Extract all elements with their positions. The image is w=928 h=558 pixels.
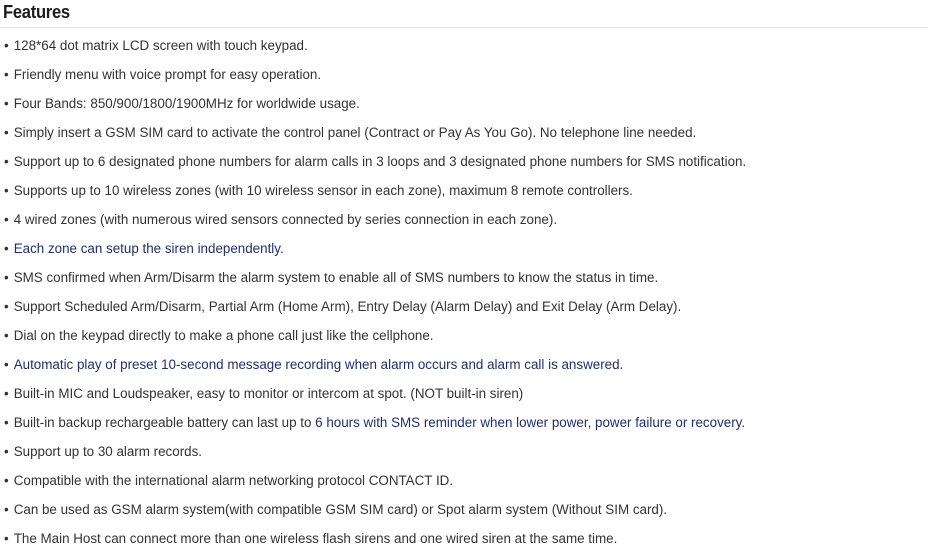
feature-item (4, 152, 746, 181)
bullet-icon: • (4, 473, 9, 488)
bullet-icon: • (4, 444, 9, 459)
feature-text: Built-in backup rechargeable battery can last up to (13, 415, 316, 430)
bullet-icon: • (4, 328, 9, 343)
bullet-icon: • (4, 212, 9, 227)
feature-item (4, 355, 746, 384)
feature-item (4, 181, 746, 210)
feature-text: 128*64 dot matrix LCD screen with touch keypad. (13, 38, 308, 53)
feature-text: Support up to 30 alarm records. (13, 444, 203, 459)
bullet-icon: • (4, 502, 9, 517)
feature-text-highlight: Automatic play of preset 10-second message recording when alarm occurs and alarm call is answered. (13, 357, 624, 372)
feature-text: The Main Host can connect more than one wireless flash sirens and one wired siren at the same time. (13, 531, 618, 546)
feature-text: Supports up to 10 wireless zones (with 10 wireless sensor in each zone), maximum 8 remote controllers. (13, 183, 633, 198)
feature-item (4, 326, 746, 355)
bullet-icon: • (4, 154, 9, 169)
bullet-icon: • (4, 270, 9, 285)
feature-text: Friendly menu with voice prompt for easy operation. (13, 67, 322, 82)
feature-item (4, 239, 746, 268)
bullet-icon: • (4, 67, 9, 82)
feature-text: Dial on the keypad directly to make a phone call just like the cellphone. (13, 328, 434, 343)
bullet-icon: • (4, 531, 9, 546)
feature-item (4, 210, 746, 239)
feature-item (4, 442, 746, 471)
feature-text-highlight: 6 hours with SMS reminder when lower power, power failure or recovery. (315, 415, 746, 430)
features-list (4, 36, 746, 558)
bullet-icon: • (4, 386, 9, 401)
bullet-icon: • (4, 183, 9, 198)
bullet-icon: • (4, 415, 9, 430)
feature-text: SMS confirmed when Arm/Disarm the alarm system to enable all of SMS numbers to know the status in time. (13, 270, 659, 285)
feature-item (4, 36, 746, 65)
bullet-icon: • (4, 241, 9, 256)
feature-text: Compatible with the international alarm networking protocol CONTACT ID. (13, 473, 454, 488)
heading-divider (0, 27, 928, 28)
feature-text: 4 wired zones (with numerous wired sensors connected by series connection in each zone). (13, 212, 558, 227)
feature-text: Can be used as GSM alarm system(with compatible GSM SIM card) or Spot alarm system (Without SIM card). (13, 502, 668, 517)
feature-item (4, 384, 746, 413)
feature-item (4, 529, 746, 558)
feature-text: Support Scheduled Arm/Disarm, Partial Arm (Home Arm), Entry Delay (Alarm Delay) and Exit Delay (Arm Delay). (13, 299, 682, 314)
feature-text: Simply insert a GSM SIM card to activate the control panel (Contract or Pay As You Go). No telephone line needed. (13, 125, 697, 140)
feature-item (4, 123, 746, 152)
bullet-icon: • (4, 96, 9, 111)
feature-item (4, 471, 746, 500)
feature-text: Built-in MIC and Loudspeaker, easy to monitor or intercom at spot. (NOT built-in siren) (13, 386, 524, 401)
feature-text-highlight: Each zone can setup the siren independently. (13, 241, 284, 256)
feature-item (4, 94, 746, 123)
bullet-icon: • (4, 299, 9, 314)
bullet-icon: • (4, 125, 9, 140)
feature-item (4, 500, 746, 529)
feature-item (4, 297, 746, 326)
feature-text: Support up to 6 designated phone numbers for alarm calls in 3 loops and 3 designated phone numbers for SMS notification. (13, 154, 747, 169)
feature-item (4, 65, 746, 94)
feature-item (4, 413, 746, 442)
feature-text: Four Bands: 850/900/1800/1900MHz for worldwide usage. (13, 96, 360, 111)
feature-item (4, 268, 746, 297)
features-heading: Features (3, 2, 70, 22)
bullet-icon: • (4, 357, 9, 372)
bullet-icon: • (4, 38, 9, 53)
